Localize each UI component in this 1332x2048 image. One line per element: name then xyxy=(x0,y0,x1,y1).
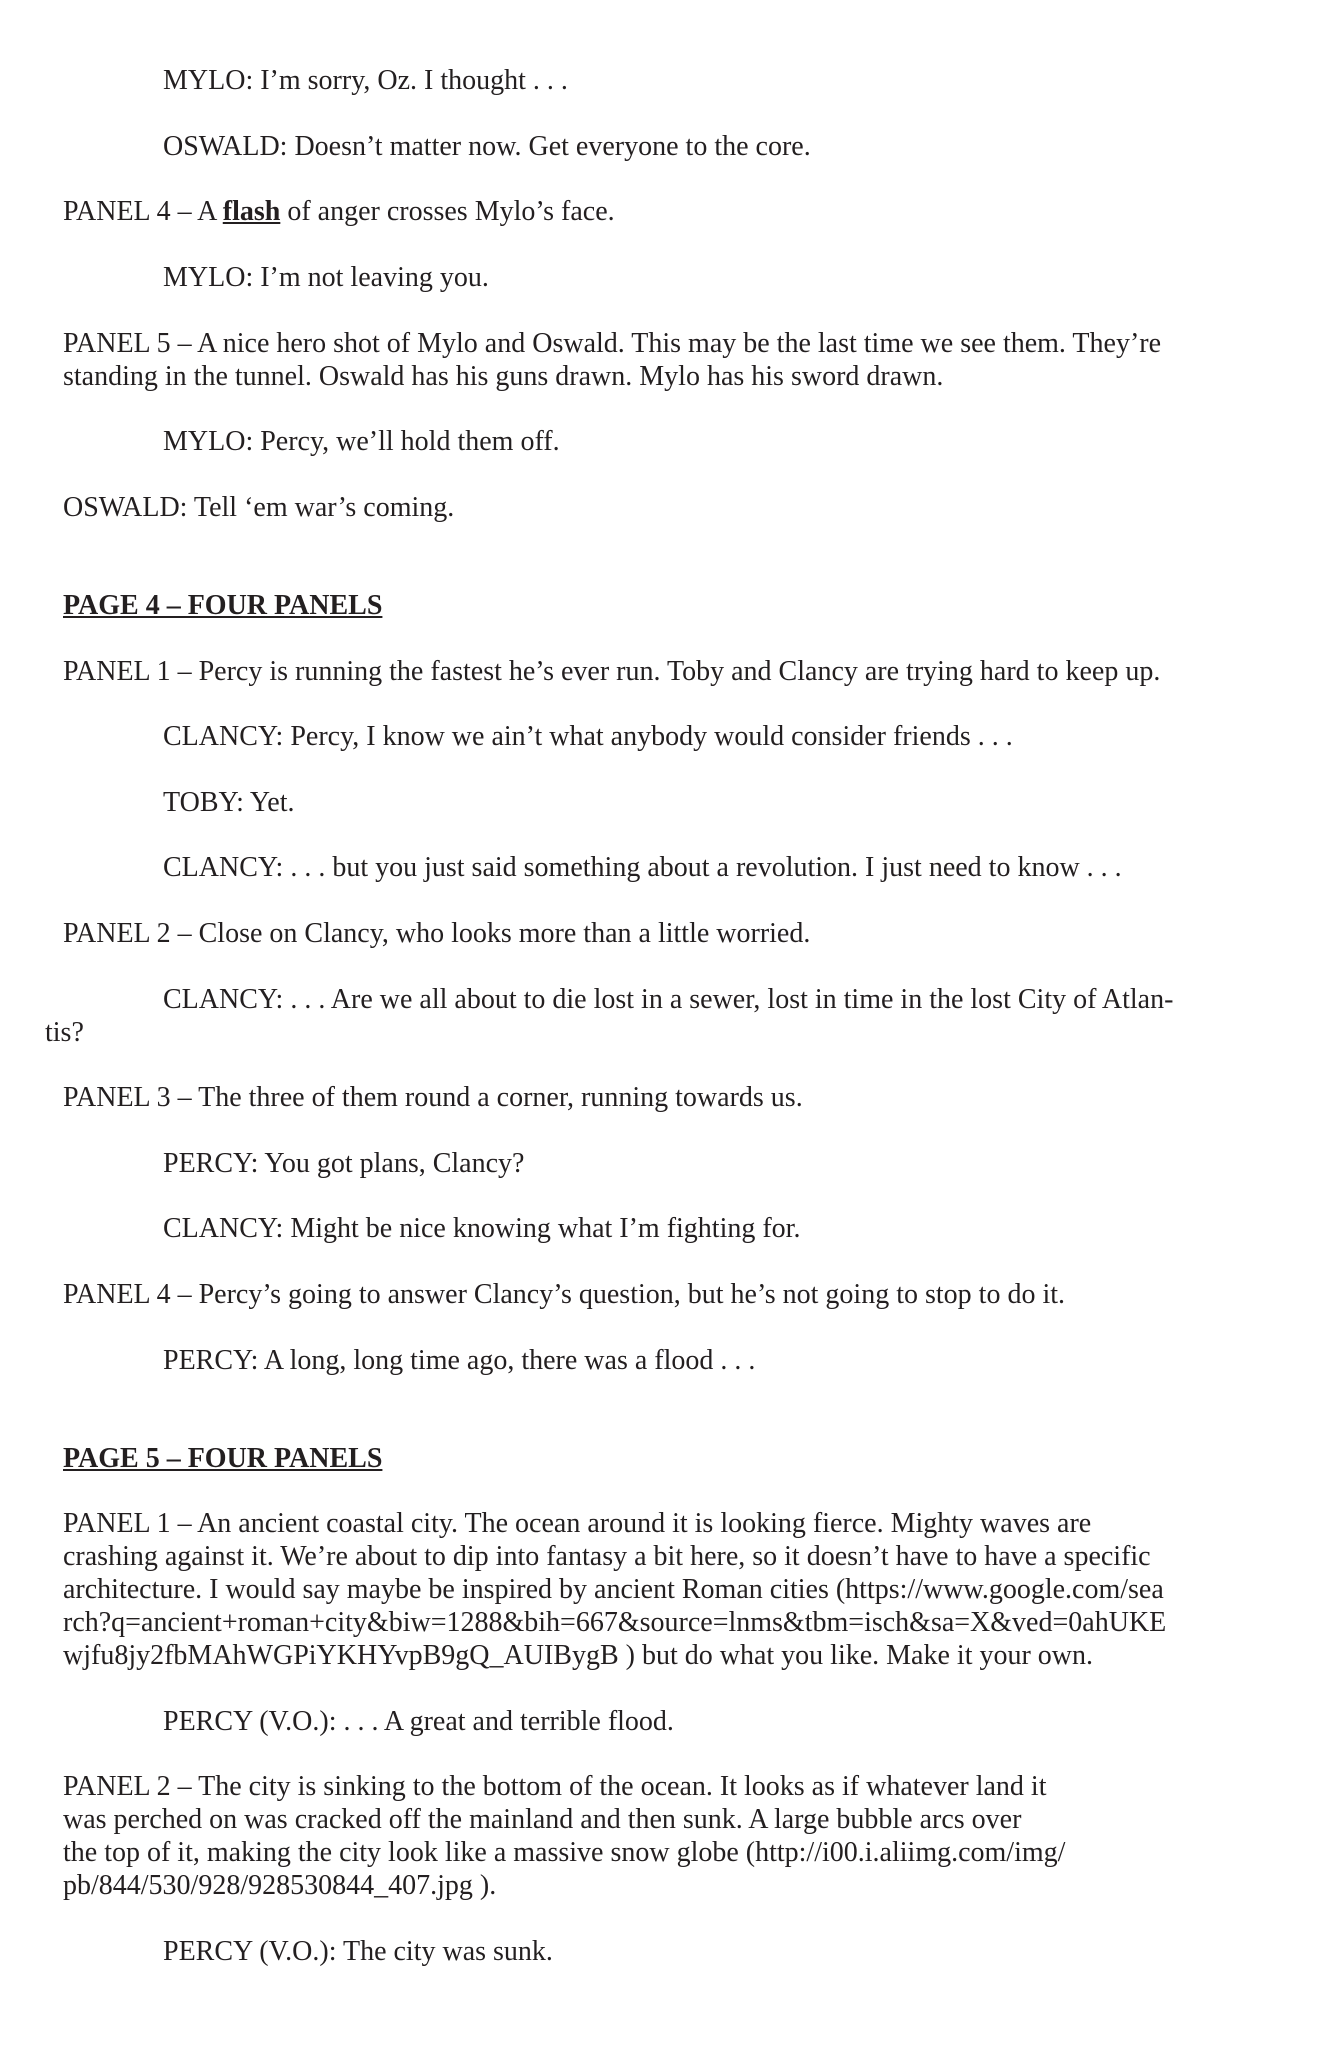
panel-description-line: PANEL 2 – The city is sinking to the bottom of the ocean. It looks as if whatever land it xyxy=(63,1771,1047,1802)
panel-description-line: wjfu8jy2fbMAhWGPiYKHYvpB9gQ_AUIBygB ) but do what you like. Make it your own. xyxy=(63,1640,1094,1671)
dialogue-line: PERCY (V.O.): The city was sunk. xyxy=(163,1936,553,1967)
panel-description: PANEL 3 – The three of them round a corner, running towards us. xyxy=(63,1082,803,1113)
panel-description xyxy=(63,195,615,228)
dialogue-line: CLANCY: . . . but you just said something about a revolution. I just need to know . . . xyxy=(163,852,1122,883)
dialogue-line: PERCY (V.O.): . . . A great and terrible flood. xyxy=(163,1706,674,1737)
dialogue-line: TOBY: Yet. xyxy=(163,787,295,818)
panel-description-line: crashing against it. We’re about to dip into fantasy a bit here, so it doesn’t have to have a specific xyxy=(63,1541,1151,1572)
panel-description: PANEL 4 – Percy’s going to answer Clancy’s question, but he’s not going to stop to do it. xyxy=(63,1279,1065,1310)
dialogue-line-continuation: tis? xyxy=(45,1017,84,1048)
page-heading: PAGE 5 – FOUR PANELS xyxy=(63,1443,383,1474)
panel-description-line: was perched on was cracked off the mainland and then sunk. A large bubble arcs over xyxy=(63,1804,1022,1835)
panel-text-prefix: PANEL 4 – A xyxy=(63,196,223,227)
panel-description-line: PANEL 1 – An ancient coastal city. The ocean around it is looking fierce. Mighty waves are xyxy=(63,1508,1092,1539)
panel-description-line: pb/844/530/928/928530844_407.jpg ). xyxy=(63,1870,497,1901)
dialogue-line: CLANCY: Might be nice knowing what I’m fighting for. xyxy=(163,1213,801,1244)
dialogue-line: OSWALD: Doesn’t matter now. Get everyone to the core. xyxy=(163,131,811,162)
dialogue-line: OSWALD: Tell ‘em war’s coming. xyxy=(63,492,455,523)
dialogue-line: PERCY: You got plans, Clancy? xyxy=(163,1148,525,1179)
panel-description-line: the top of it, making the city look like a massive snow globe (http://i00.i.aliimg.com/img/ xyxy=(63,1837,1066,1868)
dialogue-line: MYLO: I’m sorry, Oz. I thought . . . xyxy=(163,65,568,96)
emphasis-word: flash xyxy=(222,196,281,227)
panel-description: PANEL 1 – Percy is running the fastest he’s ever run. Toby and Clancy are trying hard to keep up. xyxy=(63,656,1161,687)
dialogue-line: PERCY: A long, long time ago, there was a flood . . . xyxy=(163,1345,756,1376)
panel-description: PANEL 2 – Close on Clancy, who looks more than a little worried. xyxy=(63,918,811,949)
panel-description-line: standing in the tunnel. Oswald has his guns drawn. Mylo has his sword drawn. xyxy=(63,361,944,392)
panel-description-line: PANEL 5 – A nice hero shot of Mylo and Oswald. This may be the last time we see them. They’re xyxy=(63,328,1162,359)
dialogue-line: MYLO: I’m not leaving you. xyxy=(163,262,489,293)
dialogue-line: CLANCY: Percy, I know we ain’t what anybody would consider friends . . . xyxy=(163,721,1013,752)
panel-description-line: architecture. I would say maybe be inspired by ancient Roman cities (https://www.google.com/sea xyxy=(63,1574,1164,1605)
panel-text-suffix: of anger crosses Mylo’s face. xyxy=(280,196,615,227)
dialogue-line: MYLO: Percy, we’ll hold them off. xyxy=(163,426,560,457)
page-heading: PAGE 4 – FOUR PANELS xyxy=(63,590,383,621)
dialogue-line: CLANCY: . . . Are we all about to die lost in a sewer, lost in time in the lost City of Atlan- xyxy=(163,984,1174,1015)
panel-description-line: rch?q=ancient+roman+city&biw=1288&bih=667&source=lnms&tbm=isch&sa=X&ved=0ahUKE xyxy=(63,1607,1167,1638)
